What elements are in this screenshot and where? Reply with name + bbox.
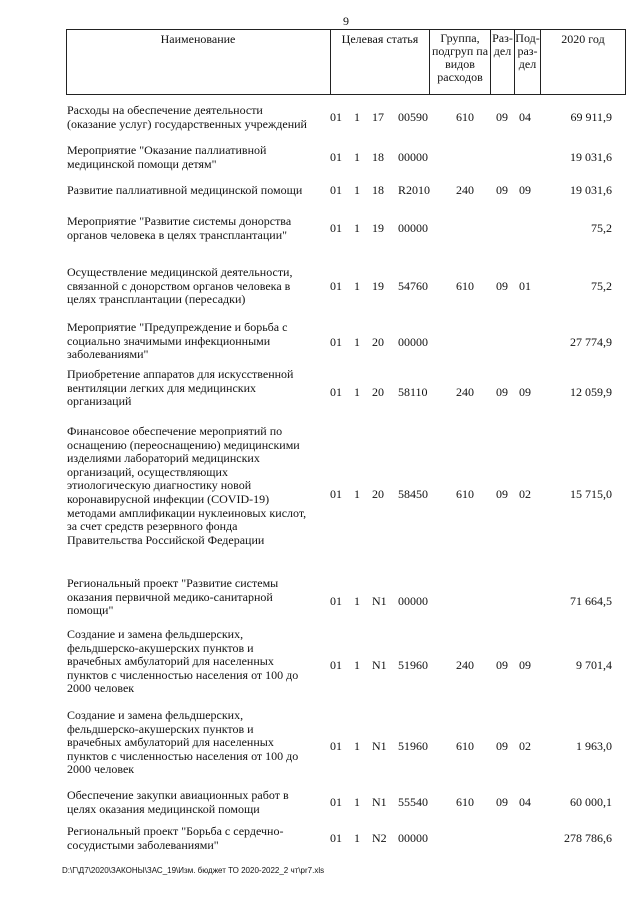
podrazdel: 04 — [519, 795, 531, 809]
razdel: 09 — [496, 658, 508, 672]
razdel: 09 — [496, 385, 508, 399]
target-code-subprogram: 1 — [354, 150, 360, 164]
target-code-direction: 58450 — [398, 487, 428, 501]
target-code-direction: 00000 — [398, 335, 428, 349]
footer-file-path: D:\Г\Д7\2020\ЗАКОНЫ\ЗАС_19\Изм. бюджет ТО 2020-2022_2 чт\pr7.xls — [62, 866, 325, 875]
target-code-event: N1 — [372, 739, 387, 753]
podrazdel: 02 — [519, 487, 531, 501]
target-code-direction: 51960 — [398, 658, 428, 672]
row-name: Создание и замена фельдшерских, фельдшерско-акушерских пунктов и врачебных амбулаторий для населенных пунктов с численностью населения от 100 до 2000 человек — [67, 708, 299, 777]
expense-group: 610 — [456, 739, 474, 753]
target-code-event: 19 — [372, 279, 384, 293]
row-name: Создание и замена фельдшерских, фельдшерско-акушерских пунктов и врачебных амбулаторий для населенных пунктов с численностью населения от 100 до 2000 человек — [67, 627, 299, 696]
amount-2020: 19 031,6 — [570, 183, 612, 197]
column-header-name: Наименование — [160, 32, 236, 46]
razdel: 09 — [496, 487, 508, 501]
target-code-program: 01 — [330, 385, 342, 399]
target-code-subprogram: 1 — [354, 658, 360, 672]
column-header-razdel: Раз- дел — [492, 31, 513, 58]
target-code-subprogram: 1 — [354, 795, 360, 809]
target-code-direction: 55540 — [398, 795, 428, 809]
target-code-event: 20 — [372, 385, 384, 399]
column-header-target: Целевая статья — [341, 32, 419, 46]
amount-2020: 75,2 — [591, 221, 612, 235]
target-code-event: N1 — [372, 795, 387, 809]
target-code-program: 01 — [330, 221, 342, 235]
amount-2020: 69 911,9 — [570, 110, 612, 124]
target-code-program: 01 — [330, 335, 342, 349]
target-code-program: 01 — [330, 110, 342, 124]
target-code-direction: 00000 — [398, 831, 428, 845]
target-code-direction: 00000 — [398, 594, 428, 608]
column-header-podrazdel: Под- раз- дел — [515, 31, 540, 71]
row-name: Расходы на обеспечение деятельности (оказание услуг) государственных учреждений — [67, 103, 307, 131]
header-divider — [625, 29, 626, 95]
target-code-program: 01 — [330, 150, 342, 164]
razdel: 09 — [496, 183, 508, 197]
target-code-direction: 00000 — [398, 150, 428, 164]
razdel: 09 — [496, 795, 508, 809]
row-name: Приобретение аппаратов для искусственной вентиляции легких для медицинских организаций — [67, 367, 294, 409]
target-code-program: 01 — [330, 279, 342, 293]
razdel: 09 — [496, 279, 508, 293]
target-code-subprogram: 1 — [354, 279, 360, 293]
target-code-event: 17 — [372, 110, 384, 124]
row-name: Осуществление медицинской деятельности, связанной с донорством органов человека в целях трансплантации (пересадки) — [67, 265, 293, 307]
target-code-subprogram: 1 — [354, 221, 360, 235]
podrazdel: 01 — [519, 279, 531, 293]
amount-2020: 27 774,9 — [570, 335, 612, 349]
target-code-subprogram: 1 — [354, 831, 360, 845]
target-code-program: 01 — [330, 658, 342, 672]
target-code-subprogram: 1 — [354, 183, 360, 197]
target-code-direction: 58110 — [398, 385, 428, 399]
header-top-border — [66, 29, 626, 30]
row-name: Обеспечение закупки авиационных работ в целях оказания медицинской помощи — [67, 788, 289, 816]
razdel: 09 — [496, 110, 508, 124]
target-code-subprogram: 1 — [354, 739, 360, 753]
expense-group: 610 — [456, 279, 474, 293]
target-code-direction: R2010 — [398, 183, 431, 197]
row-name: Региональный проект "Борьба с сердечно- сосудистыми заболеваниями" — [67, 824, 284, 852]
amount-2020: 75,2 — [591, 279, 612, 293]
row-name: Мероприятие "Оказание паллиативной медицинской помощи детям" — [67, 143, 267, 171]
target-code-event: N1 — [372, 658, 387, 672]
column-header-group: Группа, подгруп па видов расходов — [431, 31, 489, 84]
target-code-event: 20 — [372, 335, 384, 349]
podrazdel: 04 — [519, 110, 531, 124]
target-code-event: N2 — [372, 831, 387, 845]
amount-2020: 15 715,0 — [570, 487, 612, 501]
target-code-subprogram: 1 — [354, 385, 360, 399]
column-header-year: 2020 год — [561, 32, 605, 46]
amount-2020: 71 664,5 — [570, 594, 612, 608]
page-number: 9 — [343, 14, 349, 28]
target-code-subprogram: 1 — [354, 110, 360, 124]
target-code-direction: 51960 — [398, 739, 428, 753]
expense-group: 240 — [456, 385, 474, 399]
podrazdel: 09 — [519, 183, 531, 197]
expense-group: 610 — [456, 110, 474, 124]
row-name: Финансовое обеспечение мероприятий по оснащению (переоснащению) медицинскими изделиями лабораторий медицинских организаций, осуществляющих этиологическую диагностику новой коронавирусной инфекции (COVID-19) методами амплификации нуклеиновых кислот, за счет средств резервного фонда Правительства Российской Федерации — [67, 424, 307, 547]
target-code-direction: 00590 — [398, 110, 428, 124]
target-code-subprogram: 1 — [354, 594, 360, 608]
target-code-direction: 54760 — [398, 279, 428, 293]
target-code-program: 01 — [330, 487, 342, 501]
header-divider — [429, 29, 430, 95]
podrazdel: 09 — [519, 658, 531, 672]
amount-2020: 278 786,6 — [564, 831, 612, 845]
target-code-subprogram: 1 — [354, 487, 360, 501]
header-bottom-border — [66, 94, 626, 95]
expense-group: 610 — [456, 487, 474, 501]
row-name: Мероприятие "Развитие системы донорства органов человека в целях трансплантации" — [67, 214, 292, 242]
expense-group: 240 — [456, 183, 474, 197]
target-code-program: 01 — [330, 594, 342, 608]
target-code-event: 18 — [372, 183, 384, 197]
target-code-program: 01 — [330, 739, 342, 753]
amount-2020: 19 031,6 — [570, 150, 612, 164]
target-code-event: 18 — [372, 150, 384, 164]
target-code-event: 20 — [372, 487, 384, 501]
amount-2020: 60 000,1 — [570, 795, 612, 809]
row-name: Развитие паллиативной медицинской помощи — [67, 183, 303, 197]
amount-2020: 12 059,9 — [570, 385, 612, 399]
amount-2020: 9 701,4 — [576, 658, 612, 672]
target-code-event: N1 — [372, 594, 387, 608]
expense-group: 240 — [456, 658, 474, 672]
razdel: 09 — [496, 739, 508, 753]
target-code-program: 01 — [330, 183, 342, 197]
row-name: Мероприятие "Предупреждение и борьба с социально значимыми инфекционными заболеваниями" — [67, 320, 288, 362]
podrazdel: 02 — [519, 739, 531, 753]
target-code-event: 19 — [372, 221, 384, 235]
podrazdel: 09 — [519, 385, 531, 399]
target-code-program: 01 — [330, 795, 342, 809]
target-code-subprogram: 1 — [354, 335, 360, 349]
row-name: Региональный проект "Развитие системы оказания первичной медико-санитарной помощи" — [67, 576, 279, 618]
target-code-program: 01 — [330, 831, 342, 845]
amount-2020: 1 963,0 — [576, 739, 612, 753]
target-code-direction: 00000 — [398, 221, 428, 235]
expense-group: 610 — [456, 795, 474, 809]
